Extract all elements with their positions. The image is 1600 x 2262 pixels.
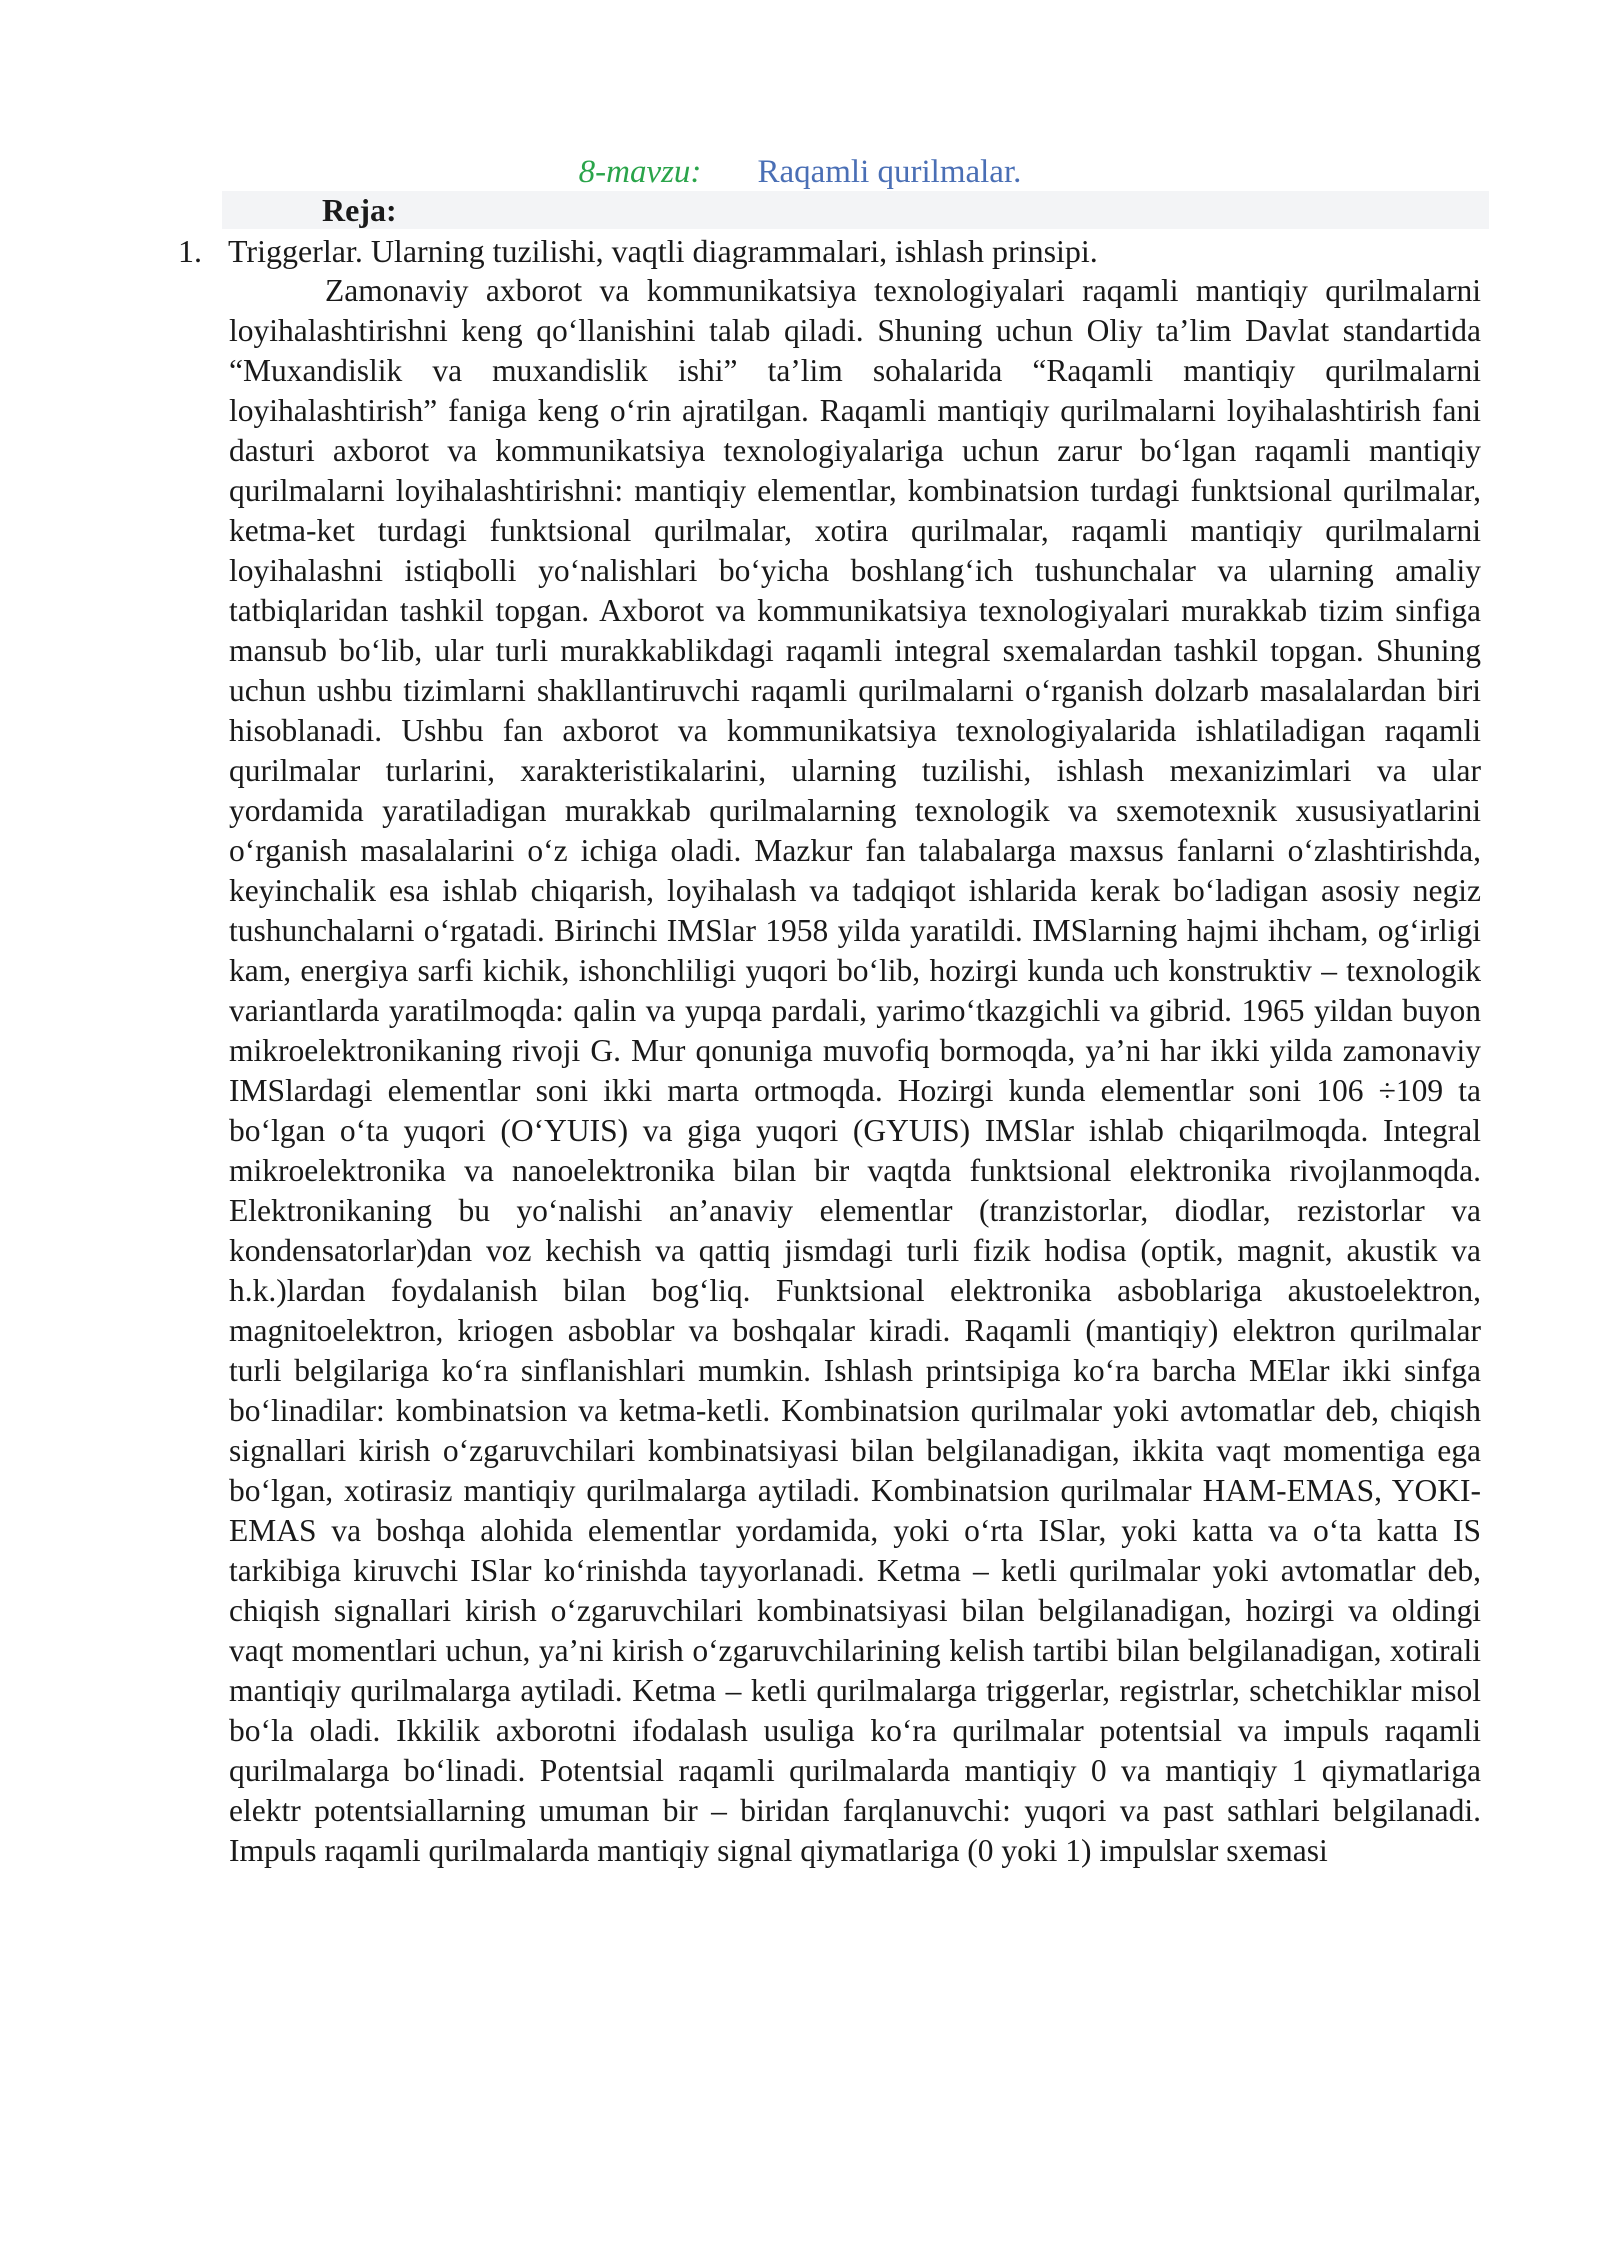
plan-item bbox=[178, 231, 1478, 271]
body-text bbox=[229, 271, 1481, 1871]
plan-item-text: Triggerlar. Ularning tuzilishi, vaqtli diagrammalari, ishlash prinsipi. bbox=[228, 233, 1098, 269]
topic-title: Raqamli qurilmalar. bbox=[757, 154, 1022, 190]
plan-item-number: 1. bbox=[178, 233, 202, 269]
body-paragraph: Zamonaviy axborot va kommunikatsiya texnologiyalari raqamli mantiqiy qurilmalarni loyihalashtirishni keng qo‘llanishini talab qiladi. Shuning uchun Oliy ta’lim Davlat standartida “Muxandislik va muxandislik ishi” ta’lim sohalarida “Raqamli mantiqiy qurilmalarni loyihalashtirish” faniga keng o‘rin ajratilgan. Raqamli mantiqiy qurilmalarni loyihalashtirish fani dasturi axborot va kommunikatsiya texnologiyalariga uchun zarur bo‘lgan raqamli mantiqiy qurilmalarni loyihalashtirishni: mantiqiy elementlar, kombinatsion turdagi funktsional qurilmalar, ketma-ket turdagi funktsional qurilmalar, xotira qurilmalar, raqamli mantiqiy qurilmalarni loyihalashni istiqbolli yo‘nalishlari bo‘yicha boshlang‘ich tushunchalar va ularning amaliy tatbiqlaridan tashkil topgan. Axborot va kommunikatsiya texnologiyalari murakkab tizim sinfiga mansub bo‘lib, ular turli murakkablikdagi raqamli integral sxemalardan tashkil topgan. Shuning uchun ushbu tizimlarni shakllantiruvchi raqamli qurilmalarni o‘rganish dolzarb masalalardan biri hisoblanadi. Ushbu fan axborot va kommunikatsiya texnologiyalarida ishlatiladigan raqamli qurilmalar turlarini, xarakteristikalarini, ularning tuzilishi, ishlash mexanizimlari va ular yordamida yaratiladigan murakkab qurilmalarning texnologik va sxemotexnik xususiyatlarini o‘rganish masalalarini o‘z ichiga oladi. Mazkur fan talabalarga maxsus fanlarni o‘zlashtirishda, keyinchalik esa ishlab chiqarish, loyihalash va tadqiqot ishlarida kerak bo‘ladigan asosiy negiz tushunchalarni o‘rgatadi. Birinchi IMSlar 1958 yilda yaratildi. IMSlarning hajmi ihcham, og‘irligi kam, energiya sarfi kichik, ishonchliligi yuqori bo‘lib, hozirgi kunda uch konstruktiv – texnologik variantlarda yaratilmoqda: qalin va yupqa pardali, yarimo‘tkazgichli va gibrid. 1965 yildan buyon mikroelektronikaning rivoji G. Mur qonuniga muvofiq bormoqda, ya’ni har ikki yilda zamonaviy IMSlardagi elementlar soni ikki marta ortmoqda. Hozirgi kunda elementlar soni 106 ÷109 ta bo‘lgan o‘ta yuqori (O‘YUIS) va giga yuqori (GYUIS) IMSlar ishlab chiqarilmoqda. Integral mikroelektronika va nanoelektronika bilan bir vaqtda funktsional elektronika rivojlanmoqda. Elektronikaning bu yo‘nalishi an’anaviy elementlar (tranzistorlar, diodlar, rezistorlar va kondensatorlar)dan voz kechish va qattiq jismdagi turli fizik hodisa (optik, magnit, akustik va h.k.)lardan foydalanish bilan bog‘liq. Funktsional elektronika asboblariga akustoelektron, magnitoelektron, kriogen asboblar va boshqalar kiradi. Raqamli (mantiqiy) elektron qurilmalar turli belgilariga ko‘ra sinflanishlari mumkin. Ishlash printsipiga ko‘ra barcha MElar ikki sinfga bo‘linadilar: kombinatsion va ketma-ketli. Kombinatsion qurilmalar yoki avtomatlar deb, chiqish signallari kirish o‘zgaruvchilari kombinatsiyasi bilan belgilanadigan, ikkita vaqt momentiga ega bo‘lgan, xotirasiz mantiqiy qurilmalarga aytiladi. Kombinatsion qurilmalar HAM-EMAS, YOKI-EMAS va boshqa alohida elementlar yordamida, yoki o‘rta ISlar, yoki katta va o‘ta katta IS tarkibiga kiruvchi ISlar ko‘rinishda tayyorlanadi. Ketma – ketli qurilmalar yoki avtomatlar deb, chiqish signallari kirish o‘zgaruvchilari kombinatsiyasi bilan belgilanadigan, hozirgi va oldingi vaqt momentlari uchun, ya’ni kirish o‘zgaruvchilarining kelish tartibi bilan belgilanadigan, xotirali mantiqiy qurilmalarga aytiladi. Ketma – ketli qurilmalarga triggerlar, registrlar, schetchiklar misol bo‘la oladi. Ikkilik axborotni ifodalash usuliga ko‘ra qurilmalar potentsial va impuls raqamli qurilmalarga bo‘linadi. Potentsial raqamli qurilmalarda mantiqiy 0 va mantiqiy 1 qiymatlariga elektr potentsiallarning umuman bir – biridan farqlanuvchi: yuqori va past sathlari belgilanadi. Impuls raqamli qurilmalarda mantiqiy signal qiymatlariga (0 yoki 1) impulslar sxemasi bbox=[229, 273, 1481, 1868]
plan-label-row bbox=[222, 191, 1489, 229]
plan-label: Reja: bbox=[322, 192, 397, 228]
topic-heading bbox=[0, 150, 1600, 194]
topic-label: 8-mavzu: bbox=[578, 154, 702, 190]
